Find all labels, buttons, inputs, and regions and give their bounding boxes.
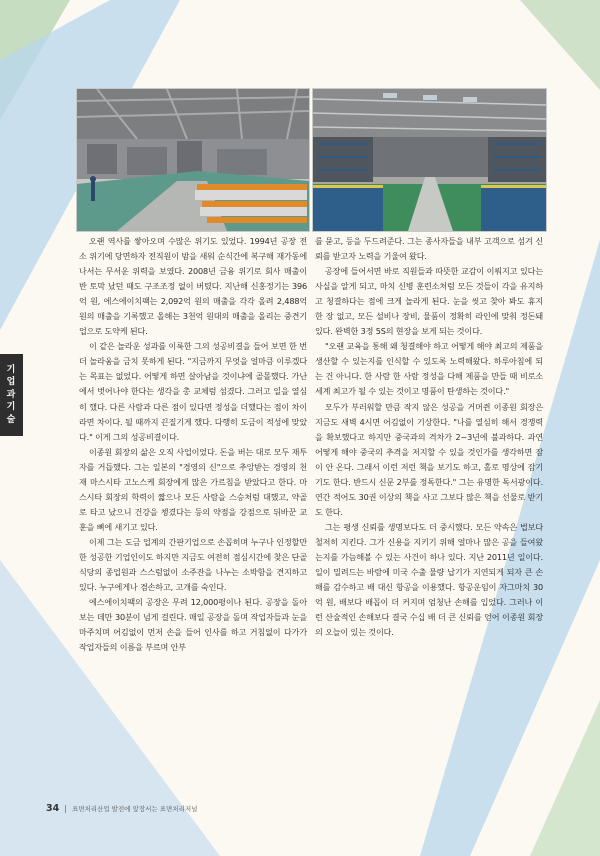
page-number: 34 [46,803,60,814]
paragraph: 를 묻고, 등을 두드려준다. 그는 종사자들을 내부 고객으로 섬겨 신뢰를 받고자 노력을 기울여 왔다. [315,236,543,262]
paragraph: 이 같은 놀라운 성과를 이룩한 그의 성공비결을 들어 보면 한 번 더 놀라움을 금치 못하게 된다. "지금까지 무엇을 얼마큼 이루겠다는 목표는 없었다. 어떻게 하면 살아남을 것이냐에 골몰했다. 가난에서 벗어나야 한다는 생각을 총 교체럼 섬겼다. 그러고 일을 열심히 했다. 다른 사람과 다른 점이 있다면 정성을 더했다는 점이 차이라면 차이다. 될 때까지 끈질기게 했다. 다행히 도금이 적성에 맞았다." 이게 그의 성공비결이다. [79,341,307,442]
section-tab [0,354,23,436]
paragraph: 이종원 회장의 삶은 오직 사업이었다. 돈을 버는 대로 모두 재투자를 거듭했다. 그는 일본의 "경영의 신"으로 추앙받는 경영의 천재 마스시타 고노스케 회장에게 많은 가르침을 받았다고 한다. 마스시타 회장의 학력이 짧으나 모든 사람을 스승처럼 대했고, 약골로 타고 났으니 건강을 챙겼다는 등의 약점을 강점으로 뒤바꾼 교훈을 뼈에 새기고 있다. [79,446,307,532]
article-column-right [315,234,543,640]
paragraph: "오랜 교육을 통해 왜 청결해야 하고 어떻게 해야 최고의 제품을 생산할 수 있는지를 인식할 수 있도록 노력해왔다. 하루아침에 되는 건 아니다. 한 사람 한 사람 정성을 다해 제품을 만들 때 비로소 세계 최고가 될 수 있는 것이고 명품이 탄생하는 것이다." [315,341,543,397]
article-column-left [79,234,307,655]
section-tab-label: 기업과 기술 [6,364,17,425]
paragraph: 이제 그는 도금 업계의 간판기업으로 손꼽히며 누구나 인정할만한 성공한 기업인이도 하지만 지금도 여전히 점심시간에 찾은 단골 식당의 종업원과 스스럼없이 소주잔을 나누는 소박함을 견지하고 있다. 누구에게나 겸손하고, 고개를 숙인다. [79,536,307,593]
paragraph: 공장에 들어서면 바로 직원들과 따뜻한 교감이 이뤄지고 있다는 사실을 알게 되고, 마치 신병 훈련소처럼 모든 것들이 각을 유지하고 청결하다는 점에 크게 놀라게 된다. 눈을 씻고 찾아 봐도 휴지 한 장 없고, 모든 설비나 장비, 물품이 정확히 라인에 맞춰 정돈돼 있다. 완벽한 3정 5S의 현장을 보게 되는 것이다. [315,266,543,337]
paragraph: 에스에이치팩의 공장은 무려 12,000평이나 된다. 공장을 돌아보는 데만 30분이 넘게 걸린다. 매일 공장을 돌며 작업자들과 눈을 마주치며 어김없이 먼저 손을 들어 인사를 하고 거침없이 다가가 작업자들의 이름을 부르며 안부 [79,597,307,653]
paragraph: 모두가 부러워할 만큼 작지 않은 성공을 거머쥔 이종원 회장은 지금도 새벽 4시면 어김없이 기상한다. "나를 열심히 해서 경쟁력을 확보했다고 하지만 중국과의 격차가 2~3년에 불과하다. 과연 어떻게 해야 중국의 추격을 저지할 수 있을 것인가를 생각하면 잠이 안 온다. 그래서 이런 저런 책을 보기도 하고, 홀로 명상에 잠기기도 한다. 반드시 신문 2부를 정독한다." 그는 유명한 독서광이다. 연간 적어도 30권 이상의 책을 사고 그보다 많은 책을 선물로 받기도 한다. [315,401,543,517]
factory-warehouse-photo [312,88,547,232]
magazine-name: 표면처리산업 발전에 앞장서는 표면처리저널 [71,805,198,813]
factory-pipes-photo [76,88,310,232]
paragraph: 오랜 역사를 쌓아오며 수많은 위기도 있었다. 1994년 공장 전소 위기에 당면하자 전직원이 밤을 새워 순식간에 복구해 재가동에 나서는 무서운 위력을 보였다. 2008년 금융 위기로 회사 매출이 반 토막 났던 때도 구조조정 없이 버텼다. 지난해 신홍정기는 396억 원, 에스에이치팩는 2,092억 원의 매출을 각각 올려 2,488억 원의 매출을 기록했고 올해는 3천억 원대의 매출을 올리는 중견기업으로 도약케 된다. [79,236,307,337]
footer-separator: | [64,804,67,813]
page-footer [46,803,197,814]
paragraph: 그는 평생 신뢰를 생명보다도 더 중시했다. 모든 약속은 법보다 철저히 지킨다. 그가 신용을 지키기 위해 얼마나 많은 공을 들여왔는지를 가늠해볼 수 있는 사건이 하나 있다. 지난 2011년 일이다. 일이 밀려드는 바람에 미국 수출 물량 납기가 지연되게 되자 큰 손해를 감수하고 배 대신 항공을 이용했다. 항공운임이 자그마치 30억 원, 배보다 배꼽이 더 커지며 엄청난 손해를 입었다. 그러나 이런 산술적인 손해보다 결국 수십 배 더 큰 신뢰를 얻어 이종원 회장의 오늘이 있는 것이다. [315,521,543,638]
